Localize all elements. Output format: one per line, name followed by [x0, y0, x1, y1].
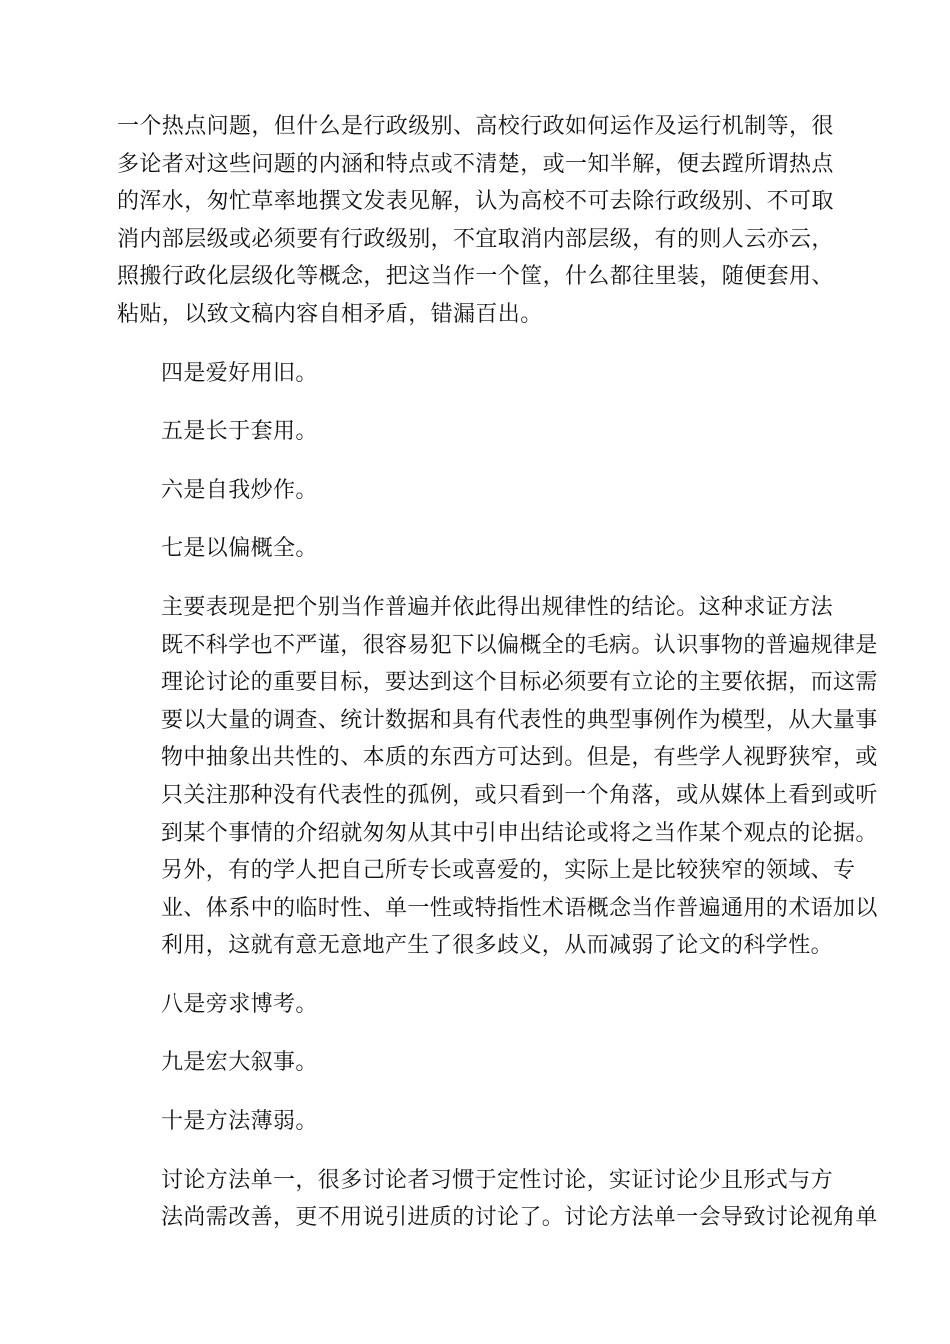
text-line: 物中抽象出共性的、本质的东西方可达到。但是，有些学人视野狭窄，或 [161, 745, 878, 771]
paragraph [117, 1103, 833, 1141]
text-line: 主要表现是把个别当作普遍并依此得出规律性的结论。这种求证方法 [161, 594, 834, 620]
text-line: 既不科学也不严谨，很容易犯下以偏概全的毛病。认识事物的普遍规律是 [161, 632, 878, 658]
paragraph [117, 472, 833, 510]
text-line: 理论讨论的重要目标，要达到这个目标必须要有立论的主要依据，而这需 [161, 670, 878, 696]
paragraph [117, 355, 833, 393]
text-line: 消内部层级或必须要有行政级别，不宜取消内部层级，有的则人云亦云， [117, 226, 834, 252]
text-line: 讨论方法单一，很多讨论者习惯于定性讨论，实证讨论少且形式与方 [161, 1167, 834, 1193]
text-line: 要以大量的调查、统计数据和具有代表性的典型事例作为模型，从大量事 [161, 707, 878, 733]
text-line: 只关注那种没有代表性的孤例，或只看到一个角落，或从媒体上看到或听 [161, 782, 878, 808]
text-line: 五是长于套用。 [161, 419, 318, 445]
text-line: 法尚需改善，更不用说引进质的讨论了。讨论方法单一会导致讨论视角单 [161, 1205, 878, 1231]
text-line: 十是方法薄弱。 [161, 1109, 318, 1135]
text-line: 到某个事情的介绍就匆匆从其中引申出结论或将之当作某个观点的论据。 [161, 820, 878, 846]
text-line: 八是旁求博考。 [161, 991, 318, 1017]
paragraph [117, 1162, 878, 1237]
text-line: 四是爱好用旧。 [161, 360, 318, 386]
text-line: 业、体系中的临时性、单一性或特指性术语概念当作普遍通用的术语加以 [161, 895, 878, 921]
text-line: 粘贴，以致文稿内容自相矛盾，错漏百出。 [117, 301, 543, 327]
text-line: 另外，有的学人把自己所专长或喜爱的，实际上是比较狭窄的领域、专 [161, 858, 856, 884]
text-line: 利用，这就有意无意地产生了很多歧义，从而减弱了论文的科学性。 [161, 933, 834, 959]
text-line: 的浑水，匆忙草率地撰文发表见解，认为高校不可去除行政级别、不可取 [117, 189, 834, 215]
paragraph [117, 986, 833, 1024]
paragraph [117, 530, 833, 568]
text-line: 九是宏大叙事。 [161, 1050, 318, 1076]
text-line: 一个热点问题，但什么是行政级别、高校行政如何运作及运行机制等，很 [117, 114, 834, 139]
paragraph [117, 108, 833, 334]
text-line: 照搬行政化层级化等概念，把这当作一个筐，什么都往里装，随便套用、 [117, 264, 834, 290]
text-line: 六是自我炒作。 [161, 477, 318, 503]
paragraph [117, 1044, 833, 1082]
document-body [117, 108, 878, 1258]
text-line: 多论者对这些问题的内涵和特点或不清楚，或一知半解，便去蹚所谓热点 [117, 151, 834, 177]
text-line: 七是以偏概全。 [161, 536, 318, 562]
paragraph [117, 589, 878, 965]
paragraph [117, 413, 833, 451]
